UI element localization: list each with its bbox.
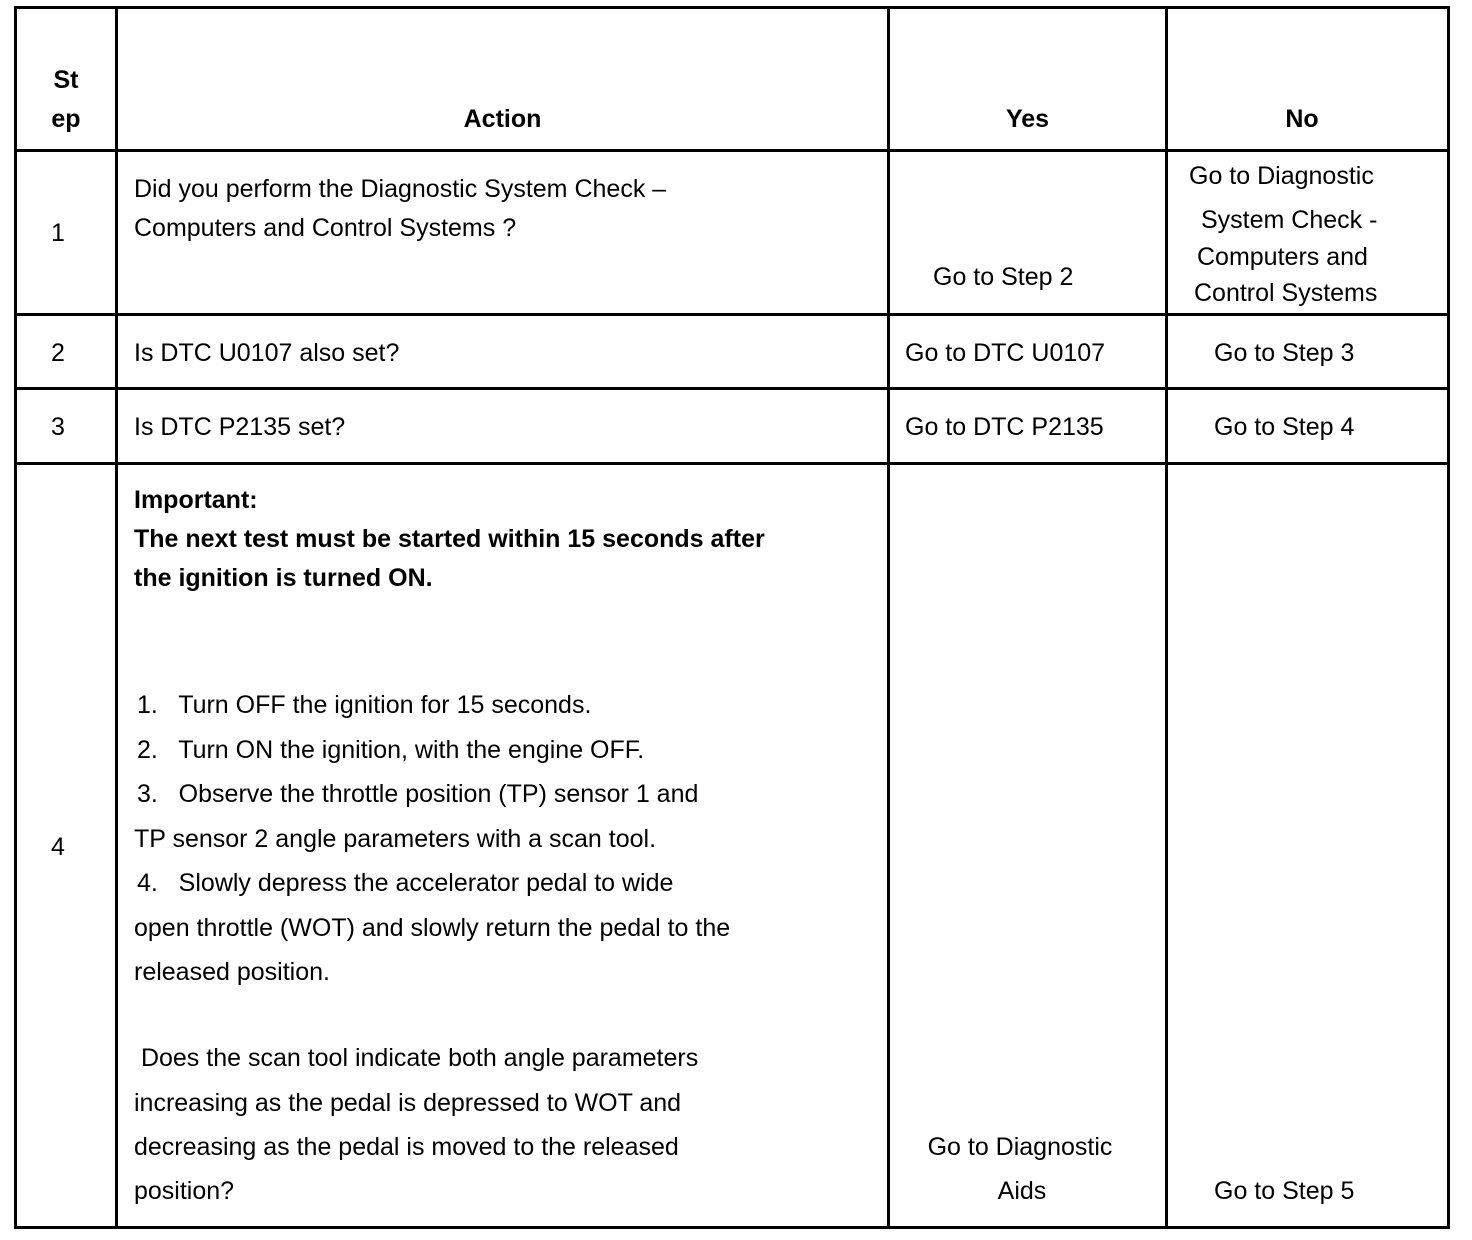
row3-action: Is DTC P2135 set? — [134, 413, 346, 441]
row4-step-line1: 1. Turn OFF the ignition for 15 seconds. — [137, 691, 592, 719]
header-no: No — [1285, 105, 1319, 133]
row1-action-line2: Computers and Control Systems ? — [134, 214, 517, 242]
row-divider-2 — [14, 387, 1450, 390]
row2-action: Is DTC U0107 also set? — [134, 339, 400, 367]
row4-question-line2: increasing as the pedal is depressed to WOT and — [134, 1089, 682, 1117]
row3-step: 3 — [51, 413, 65, 441]
row4-step-line7: released position. — [134, 958, 330, 986]
row-divider-header — [14, 149, 1450, 152]
row4-question-line3: decreasing as the pedal is moved to the released — [134, 1133, 679, 1161]
row4-step-line6: open throttle (WOT) and slowly return the pedal to the — [134, 914, 731, 942]
row1-yes: Go to Step 2 — [933, 263, 1074, 291]
row4-yes-line1: Go to Diagnostic — [927, 1133, 1113, 1161]
row4-no: Go to Step 5 — [1214, 1177, 1355, 1205]
row4-step-line3: 3. Observe the throttle position (TP) sensor 1 and — [137, 780, 699, 808]
column-divider-action — [887, 6, 890, 1229]
row1-step: 1 — [51, 219, 65, 247]
row1-no-line1: Go to Diagnostic — [1189, 162, 1374, 190]
row-divider-3 — [14, 462, 1450, 465]
header-step-line2: ep — [51, 105, 81, 133]
row2-yes: Go to DTC U0107 — [905, 339, 1106, 367]
row4-important-line1: The next test must be started within 15 seconds after — [134, 525, 765, 553]
row3-yes: Go to DTC P2135 — [905, 413, 1104, 441]
row2-no: Go to Step 3 — [1214, 339, 1355, 367]
column-divider-yes — [1165, 6, 1168, 1229]
row4-yes-line2: Aids — [997, 1177, 1047, 1205]
row4-important-line2: the ignition is turned ON. — [134, 564, 433, 592]
header-yes: Yes — [1005, 105, 1050, 133]
row1-no-line3: Computers and — [1197, 243, 1368, 271]
row1-action-line1: Did you perform the Diagnostic System Check – — [134, 175, 667, 203]
row4-question-line4: position? — [134, 1177, 235, 1205]
row4-step-line2: 2. Turn ON the ignition, with the engine OFF. — [137, 736, 645, 764]
row3-no: Go to Step 4 — [1214, 413, 1355, 441]
column-divider-step — [115, 6, 118, 1229]
row-divider-1 — [14, 313, 1450, 316]
row4-important-label: Important: — [134, 486, 258, 514]
row4-question-line1: Does the scan tool indicate both angle parameters — [134, 1044, 699, 1072]
row1-no-line2: System Check - — [1201, 206, 1378, 234]
header-step-line1: St — [53, 66, 79, 94]
row2-step: 2 — [51, 339, 65, 367]
row4-step: 4 — [51, 833, 65, 861]
row4-step-line4: TP sensor 2 angle parameters with a scan tool. — [134, 825, 657, 853]
header-action: Action — [463, 105, 542, 133]
row4-step-line5: 4. Slowly depress the accelerator pedal to wide — [137, 869, 674, 897]
row1-no-line4: Control Systems — [1194, 279, 1378, 307]
